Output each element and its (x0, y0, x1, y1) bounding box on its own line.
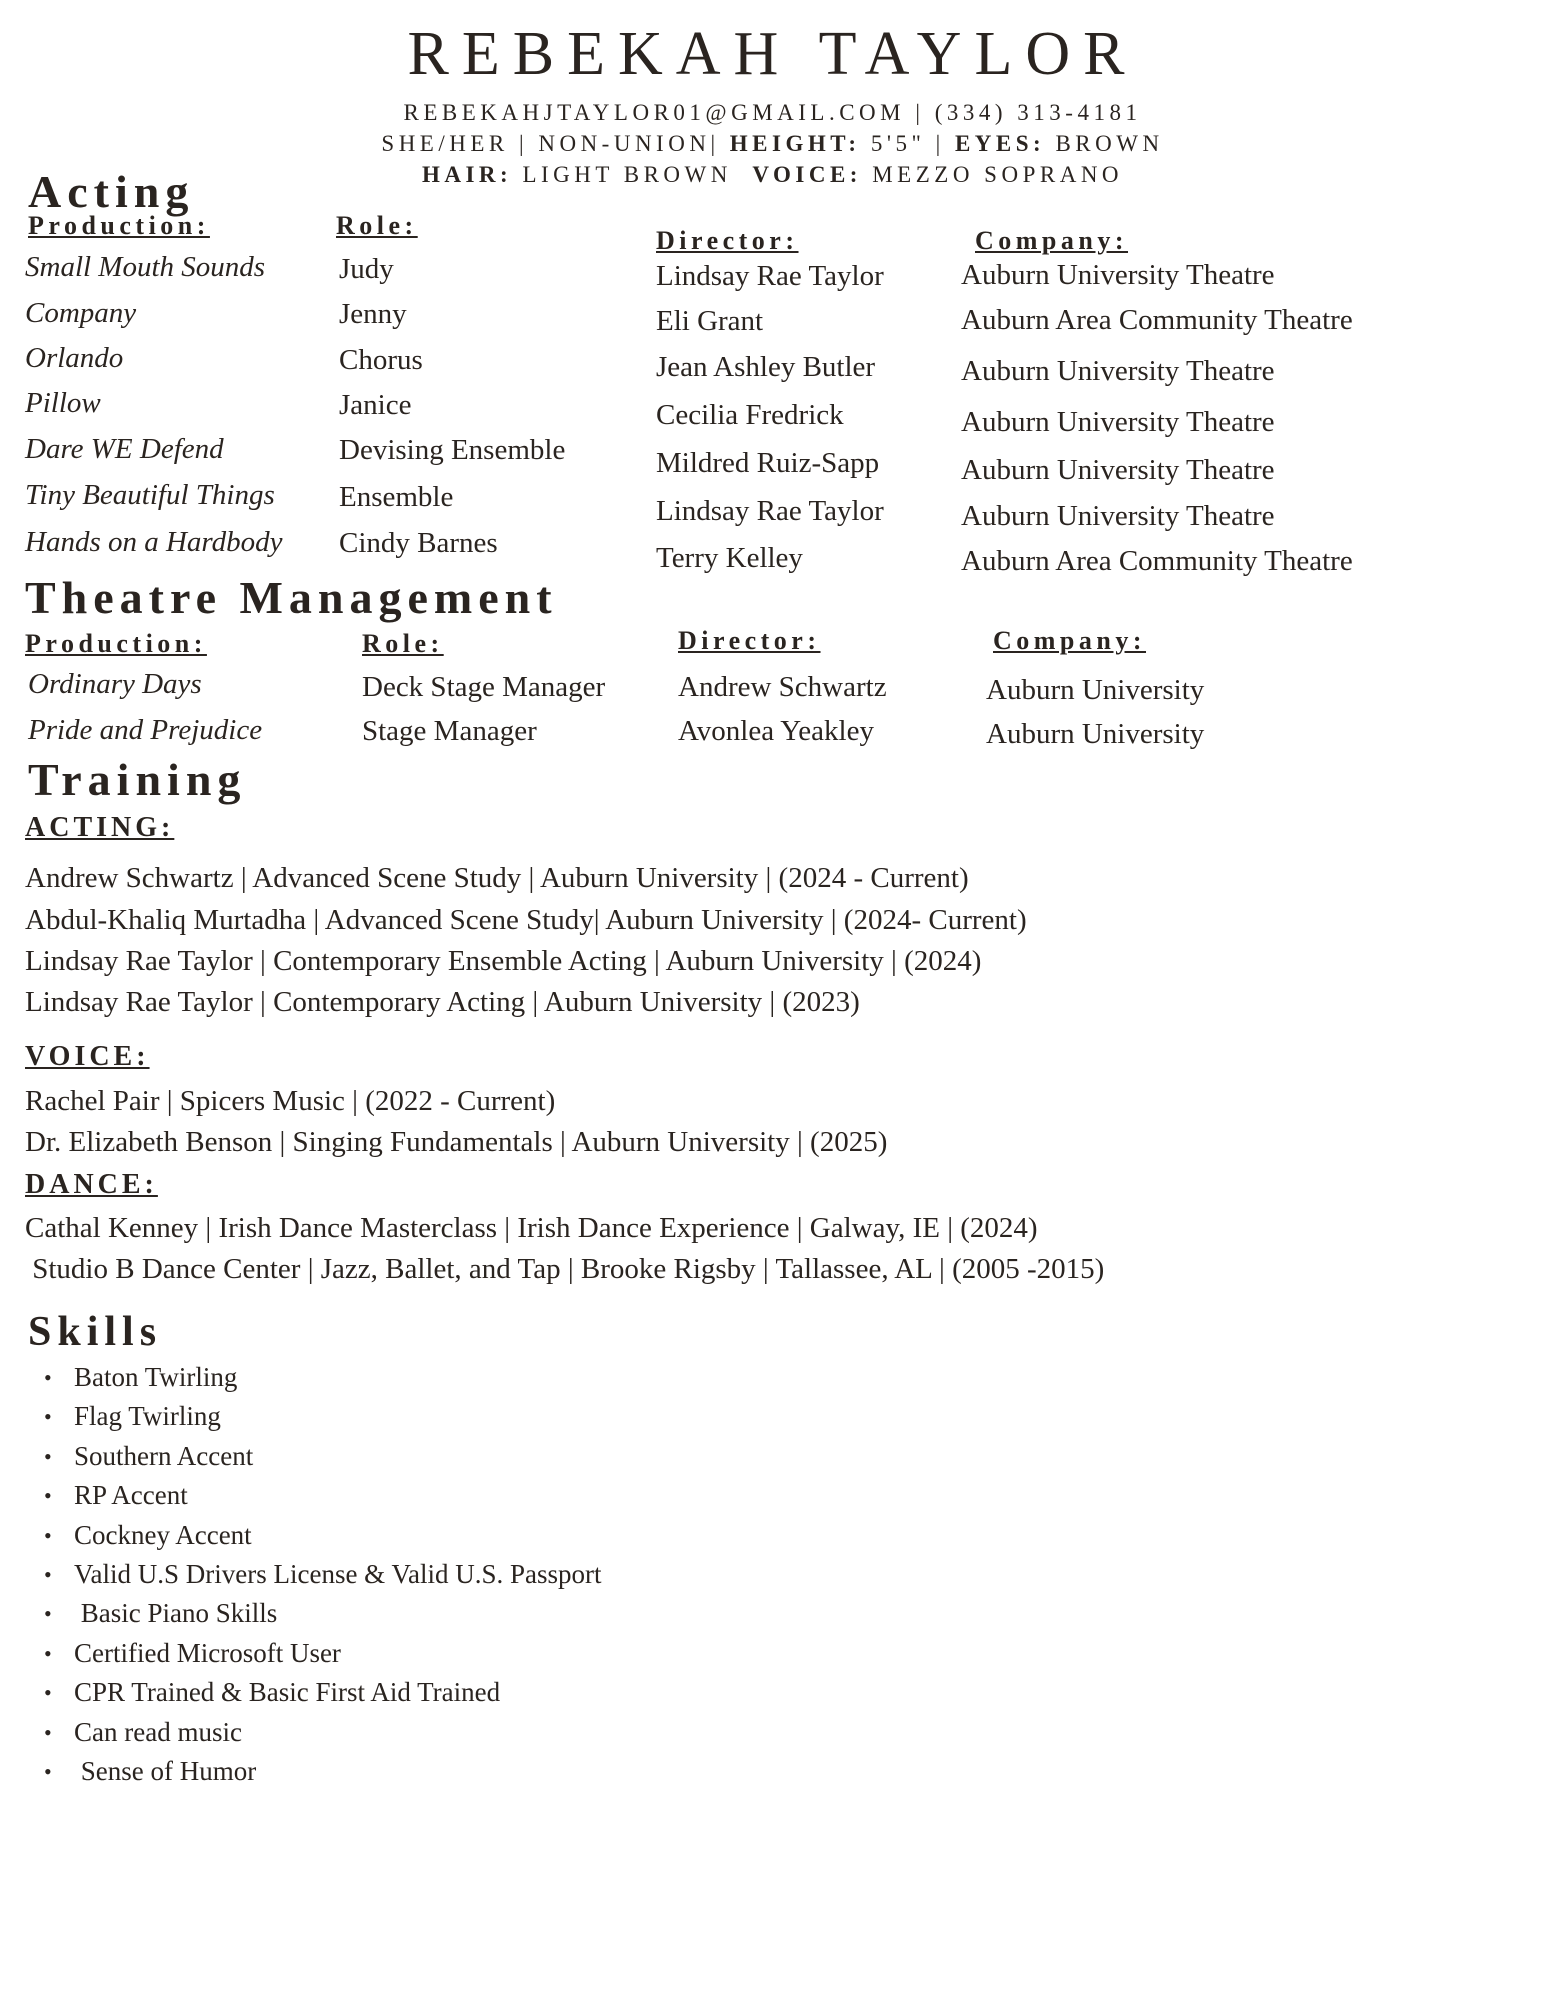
acting-company: Auburn Area Community Theatre (961, 304, 1353, 336)
skills-list (40, 1358, 601, 1791)
training-acting-entry: Lindsay Rae Taylor | Contemporary Acting | Auburn University | (2023) (25, 986, 860, 1018)
acting-production: Tiny Beautiful Things (25, 479, 275, 511)
height-value: 5'5" | (860, 131, 955, 156)
management-company-header: Company: (993, 626, 1147, 655)
acting-director: Mildred Ruiz-Sapp (656, 447, 880, 479)
acting-role: Cindy Barnes (339, 527, 498, 559)
management-company: Auburn University (986, 674, 1205, 706)
acting-production: Company (25, 297, 137, 329)
management-production-header: Production: (25, 629, 207, 658)
acting-role: Jenny (339, 298, 407, 330)
acting-role: Devising Ensemble (339, 434, 566, 466)
acting-role: Judy (339, 253, 394, 285)
training-acting-entry: Lindsay Rae Taylor | Contemporary Ensemble Acting | Auburn University | (2024) (25, 945, 982, 977)
acting-company: Auburn University Theatre (961, 355, 1275, 387)
acting-company-header: Company: (975, 226, 1129, 255)
training-acting-header: ACTING: (25, 812, 175, 843)
acting-company: Auburn Area Community Theatre (961, 545, 1353, 577)
acting-production: Dare WE Defend (25, 433, 224, 465)
acting-company: Auburn University Theatre (961, 500, 1275, 532)
voice-value: MEZZO SOPRANO (861, 162, 1124, 187)
contact-line: REBEKAHJTAYLOR01@GMAIL.COM | (334) 313-4181 (403, 100, 1142, 125)
skill-item: • Cockney Accent (74, 1516, 601, 1555)
pronouns-union: SHE/HER | NON-UNION| (381, 131, 730, 156)
hair-label: HAIR: (421, 162, 513, 187)
acting-director: Cecilia Fredrick (656, 399, 844, 431)
eyes-label: EYES: (954, 131, 1046, 156)
acting-role: Chorus (339, 344, 423, 376)
management-role: Deck Stage Manager (362, 671, 606, 703)
training-dance-entry: Cathal Kenney | Irish Dance Masterclass | Irish Dance Experience | Galway, IE | (2024) (25, 1212, 1038, 1244)
management-production: Ordinary Days (28, 668, 202, 700)
acting-company: Auburn University Theatre (961, 406, 1275, 438)
acting-production: Orlando (25, 342, 124, 374)
management-role: Stage Manager (362, 715, 537, 747)
eyes-value: BROWN (1045, 131, 1164, 156)
management-production: Pride and Prejudice (28, 714, 263, 746)
acting-role-header: Role: (336, 211, 418, 240)
acting-director: Terry Kelley (656, 542, 803, 574)
training-title: Training (28, 754, 247, 805)
training-voice-entry: Dr. Elizabeth Benson | Singing Fundamentals | Auburn University | (2025) (25, 1126, 888, 1158)
acting-director: Eli Grant (656, 305, 764, 337)
acting-company: Auburn University Theatre (961, 259, 1275, 291)
hair-voice-line (0, 160, 1545, 190)
acting-role: Ensemble (339, 481, 454, 513)
acting-title: Acting (28, 166, 195, 217)
acting-director: Lindsay Rae Taylor (656, 260, 884, 292)
skill-item: • CPR Trained & Basic First Aid Trained (74, 1673, 601, 1712)
acting-production: Small Mouth Sounds (25, 251, 266, 283)
skill-item: • Certified Microsoft User (74, 1634, 601, 1673)
training-voice-entry: Rachel Pair | Spicers Music | (2022 - Current) (25, 1085, 556, 1117)
acting-production-header: Production: (28, 211, 210, 240)
skill-item: • Southern Accent (74, 1437, 601, 1476)
skills-title: Skills (28, 1309, 163, 1355)
training-voice-header: VOICE: (25, 1041, 150, 1072)
training-dance-header: DANCE: (25, 1169, 158, 1200)
management-director: Avonlea Yeakley (678, 715, 874, 747)
skill-item: • Basic Piano Skills (74, 1594, 601, 1633)
acting-company: Auburn University Theatre (961, 454, 1275, 486)
management-director-header: Director: (678, 626, 821, 655)
skill-item: • Flag Twirling (74, 1397, 601, 1436)
skill-item: • Baton Twirling (74, 1358, 601, 1397)
management-role-header: Role: (362, 629, 444, 658)
acting-role: Janice (339, 389, 412, 421)
management-title: Theatre Management (25, 572, 558, 623)
training-dance-entry: Studio B Dance Center | Jazz, Ballet, and Tap | Brooke Rigsby | Tallassee, AL | (2005 -2015) (25, 1253, 1105, 1285)
training-acting-entry: Abdul-Khaliq Murtadha | Advanced Scene Study| Auburn University | (2024- Current) (25, 904, 1027, 936)
voice-label: VOICE: (752, 162, 862, 187)
training-acting-entry: Andrew Schwartz | Advanced Scene Study | Auburn University | (2024 - Current) (25, 862, 969, 894)
acting-production: Pillow (25, 387, 101, 419)
skill-item: • Valid U.S Drivers License & Valid U.S. Passport (74, 1555, 601, 1594)
identity-line (0, 129, 1545, 159)
skill-item: • RP Accent (74, 1476, 601, 1515)
acting-director: Lindsay Rae Taylor (656, 495, 884, 527)
acting-director: Jean Ashley Butler (656, 351, 876, 383)
management-company: Auburn University (986, 718, 1205, 750)
resume-name: REBEKAH TAYLOR (407, 20, 1138, 88)
acting-director-header: Director: (656, 226, 799, 255)
height-label: HEIGHT: (729, 131, 861, 156)
acting-production: Hands on a Hardbody (25, 526, 283, 558)
hair-value: LIGHT BROWN (512, 162, 753, 187)
skill-item: • Can read music (74, 1713, 601, 1752)
skill-item: • Sense of Humor (74, 1752, 601, 1791)
management-director: Andrew Schwartz (678, 671, 887, 703)
